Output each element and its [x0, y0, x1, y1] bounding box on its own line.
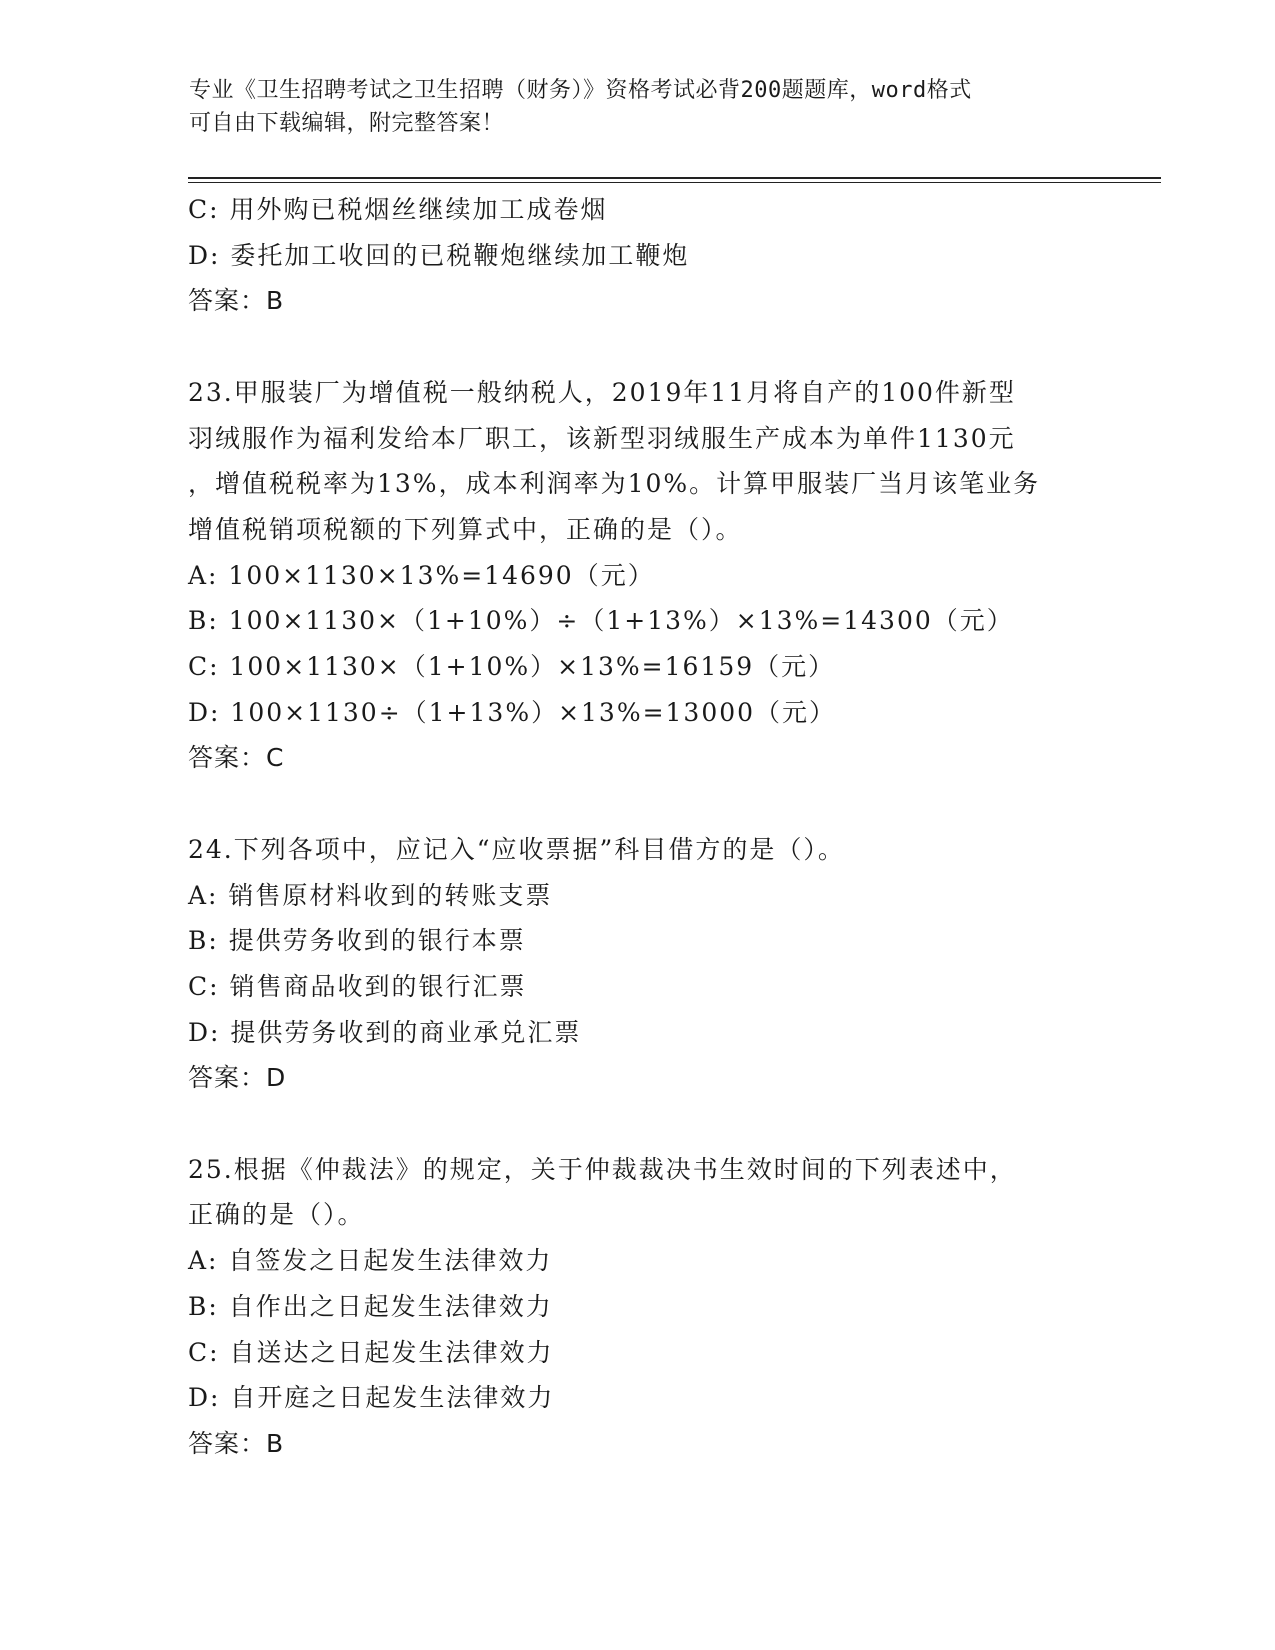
question-23: [188, 370, 1088, 781]
option-b: B: 100×1130×（1+10%）÷（1+13%）×13%=14300（元）: [188, 606, 1014, 636]
answer: 答案：B: [188, 286, 285, 316]
option-c: C: 销售商品收到的银行汇票: [188, 971, 527, 1001]
option-a: A: 销售原材料收到的转账支票: [188, 880, 553, 910]
answer: 答案：B: [188, 1428, 285, 1458]
question-stem-line: ，增值税税率为13%，成本利润率为10%。计算甲服装厂当月该笔业务: [188, 469, 1041, 499]
question-stem-line: 24.下列各项中，应记入“应收票据”科目借方的是（）。: [188, 834, 845, 864]
option-d: D: 委托加工收回的已税鞭炮继续加工鞭炮: [188, 240, 690, 270]
question-stem-line: 羽绒服作为福利发给本厂职工，该新型羽绒服生产成本为单件1130元: [188, 423, 1016, 453]
question-24: [188, 827, 1088, 1101]
option-c: C: 用外购已税烟丝继续加工成卷烟: [188, 195, 608, 224]
option-a: A: 自签发之日起发生法律效力: [188, 1246, 553, 1276]
option-d: D: 提供劳务收到的商业承兑汇票: [188, 1017, 582, 1047]
option-c: C: 自送达之日起发生法律效力: [188, 1337, 554, 1367]
answer: 答案：C: [188, 743, 285, 773]
option-b: B: 提供劳务收到的银行本票: [188, 926, 526, 956]
spacer: [188, 1101, 1088, 1147]
document-header: [189, 74, 1089, 140]
question-25: [188, 1147, 1088, 1467]
option-c: C: 100×1130×（1+10%）×13%=16159（元）: [188, 652, 836, 682]
question-content: [188, 187, 1088, 1467]
question-stem-line: 正确的是（）。: [188, 1200, 365, 1230]
spacer: [188, 324, 1088, 370]
spacer: [188, 781, 1088, 827]
header-divider-thick: [188, 177, 1161, 179]
question-stem-line: 23.甲服装厂为增值税一般纳税人，2019年11月将自产的100件新型: [188, 377, 1016, 407]
option-d: D: 自开庭之日起发生法律效力: [188, 1383, 555, 1413]
header-title-line-1: 专业《卫生招聘考试之卫生招聘（财务）》资格考试必背200题题库，word格式: [189, 78, 972, 103]
question-stem-line: 25.根据《仲裁法》的规定，关于仲裁裁决书生效时间的下列表述中，: [188, 1154, 1017, 1184]
answer: 答案：D: [188, 1063, 287, 1093]
option-d: D: 100×1130÷（1+13%）×13%=13000（元）: [188, 697, 837, 727]
option-b: B: 自作出之日起发生法律效力: [188, 1291, 553, 1321]
header-title-line-2: 可自由下载编辑，附完整答案！: [189, 111, 505, 136]
question-22-tail: [188, 187, 1088, 324]
option-a: A: 100×1130×13%=14690（元）: [188, 560, 655, 590]
header-divider-thin: [188, 182, 1161, 183]
question-stem-line: 增值税销项税额的下列算式中，正确的是（）。: [188, 514, 743, 544]
